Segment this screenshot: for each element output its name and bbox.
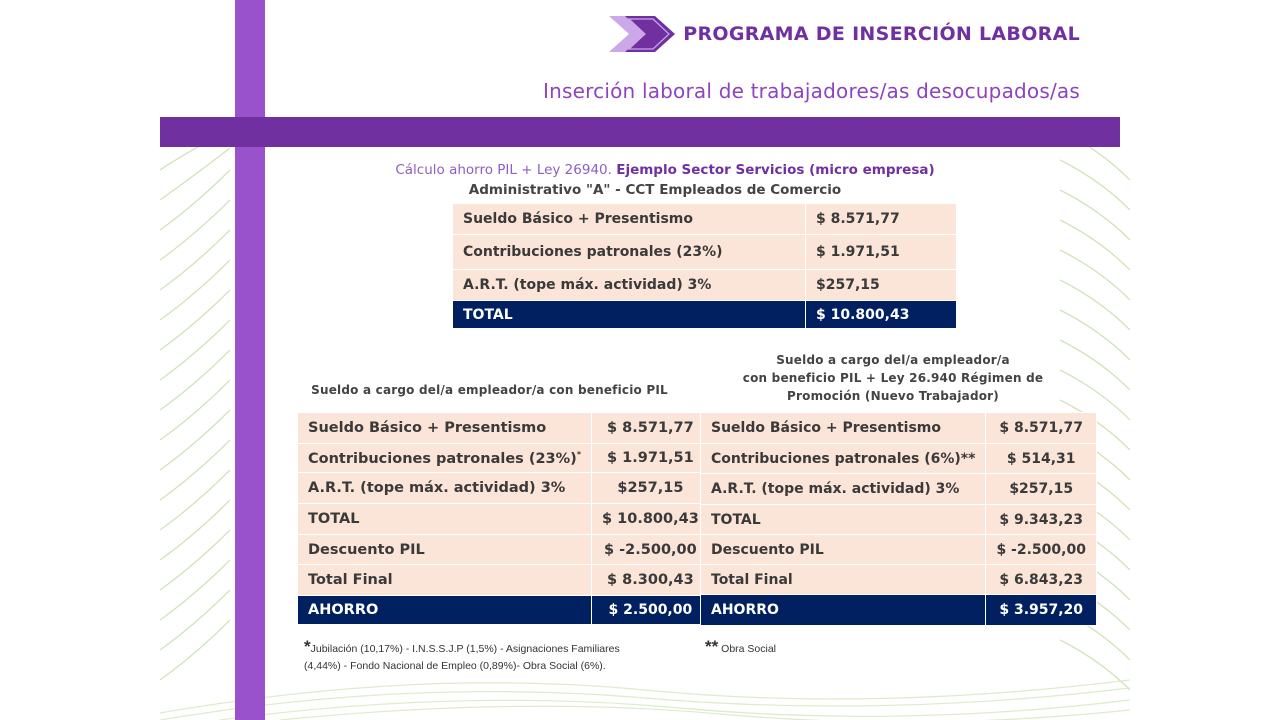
row-label: Sueldo Básico + Presentismo xyxy=(701,413,986,444)
table-row xyxy=(453,270,957,301)
savings-row xyxy=(298,596,710,625)
savings-label: AHORRO xyxy=(701,595,986,626)
footnote-left xyxy=(304,638,704,675)
total-label: TOTAL xyxy=(453,301,806,329)
row-label: Sueldo Básico + Presentismo xyxy=(298,413,592,444)
row-label: Sueldo Básico + Presentismo xyxy=(453,204,806,235)
row-label: Contribuciones patronales (23%) xyxy=(453,235,806,270)
total-value: $ 10.800,43 xyxy=(806,301,957,329)
row-value: $ 8.571,77 xyxy=(806,204,957,235)
row-value: $ 1.971,51 xyxy=(592,444,710,473)
table-row xyxy=(298,473,710,504)
footnote-marker: * xyxy=(576,449,581,459)
left-table-caption: Sueldo a cargo del/a empleador/a con beneficio PIL xyxy=(311,383,668,397)
row-value: $ 1.971,51 xyxy=(806,235,957,270)
row-value: $ -2.500,00 xyxy=(986,535,1097,565)
footnote-line xyxy=(304,638,704,658)
horizontal-accent-bar xyxy=(160,117,1120,147)
table-row xyxy=(453,235,957,270)
table-row xyxy=(298,565,710,596)
right-pil-ley-table xyxy=(700,412,1097,626)
row-value: $257,15 xyxy=(592,473,710,504)
top-summary-table xyxy=(452,203,957,329)
row-value: $ 8.571,77 xyxy=(592,413,710,444)
footnote-right xyxy=(705,638,905,658)
right-table-caption xyxy=(700,351,1086,405)
row-value: $ -2.500,00 xyxy=(592,535,710,565)
footnote-line: (4,44%) - Fondo Nacional de Empleo (0,89%)- Obra Social (6%). xyxy=(304,660,606,672)
table-row xyxy=(298,444,710,473)
table-row xyxy=(701,474,1097,505)
row-label: Descuento PIL xyxy=(701,535,986,565)
calculation-prefix: Cálculo ahorro PIL + Ley 26940. xyxy=(395,162,617,178)
row-value: $ 9.343,23 xyxy=(986,505,1097,535)
decorative-lines-left xyxy=(160,130,230,720)
savings-row xyxy=(701,595,1097,626)
table-row xyxy=(701,505,1097,535)
category-heading: Administrativo "A" - CCT Empleados de Comercio xyxy=(468,182,842,198)
row-label: A.R.T. (tope máx. actividad) 3% xyxy=(298,473,592,504)
chevron-arrows-icon xyxy=(605,14,685,54)
footnote-star: * xyxy=(304,637,311,656)
caption-line: Promoción (Nuevo Trabajador) xyxy=(787,389,999,403)
row-label: A.R.T. (tope máx. actividad) 3% xyxy=(701,474,986,505)
row-label-text: Contribuciones patronales (23%) xyxy=(308,450,577,467)
table-row xyxy=(701,444,1097,474)
footnote-star: ** xyxy=(705,637,719,656)
row-value: $ 10.800,43 xyxy=(592,504,710,535)
calculation-heading xyxy=(0,162,1280,178)
table-row xyxy=(701,565,1097,595)
row-label xyxy=(298,444,592,473)
row-value: $ 514,31 xyxy=(986,444,1097,474)
table-row xyxy=(298,504,710,535)
row-value: $257,15 xyxy=(806,270,957,301)
row-label: Total Final xyxy=(701,565,986,595)
footnote-text: Obra Social xyxy=(718,643,777,655)
savings-value: $ 3.957,20 xyxy=(986,595,1097,626)
table-row xyxy=(298,413,710,444)
row-value: $257,15 xyxy=(986,474,1097,505)
row-label: Contribuciones patronales (6%)** xyxy=(701,444,986,474)
total-row xyxy=(453,301,957,329)
row-label: Descuento PIL xyxy=(298,535,592,565)
caption-line: con beneficio PIL + Ley 26.940 Régimen de xyxy=(742,371,1044,385)
table-row xyxy=(453,204,957,235)
row-label: TOTAL xyxy=(701,505,986,535)
table-row xyxy=(298,535,710,565)
table-row xyxy=(701,535,1097,565)
row-value: $ 8.300,43 xyxy=(592,565,710,596)
page-title: PROGRAMA DE INSERCIÓN LABORAL xyxy=(683,23,1080,45)
savings-label: AHORRO xyxy=(298,596,592,625)
page-subtitle: Inserción laboral de trabajadores/as desocupados/as xyxy=(543,79,1080,103)
row-label: A.R.T. (tope máx. actividad) 3% xyxy=(453,270,806,301)
caption-line: Sueldo a cargo del/a empleador/a xyxy=(776,353,1010,367)
row-value: $ 8.571,77 xyxy=(986,413,1097,444)
table-row xyxy=(701,413,1097,444)
savings-value: $ 2.500,00 xyxy=(592,596,710,625)
row-label: TOTAL xyxy=(298,504,592,535)
calculation-example: Ejemplo Sector Servicios (micro empresa) xyxy=(616,162,935,178)
vertical-accent-bar xyxy=(235,0,265,720)
row-value: $ 6.843,23 xyxy=(986,565,1097,595)
row-label: Total Final xyxy=(298,565,592,596)
left-pil-table xyxy=(297,412,710,625)
decorative-lines-bottom xyxy=(160,668,1130,720)
footnote-text: Jubilación (10,17%) - I.N.S.S.J.P (1,5%) - Asignaciones Familiares xyxy=(310,643,620,655)
